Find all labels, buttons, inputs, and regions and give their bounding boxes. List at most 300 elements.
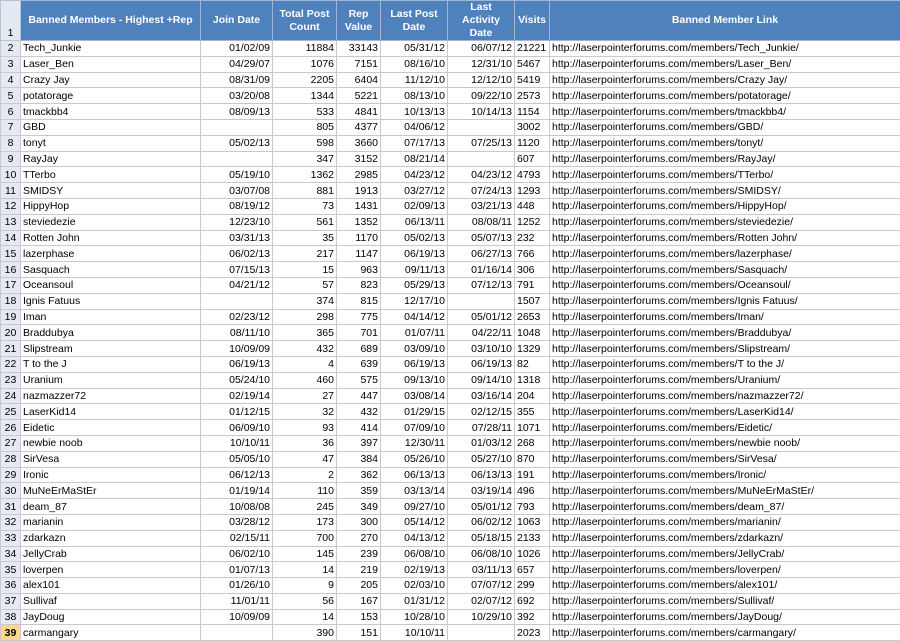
cell-last-post-date[interactable]: 04/13/12: [381, 530, 448, 546]
cell-join-date[interactable]: 02/23/12: [201, 309, 273, 325]
header-last-post-date[interactable]: Last Post Date: [381, 1, 448, 41]
row-number[interactable]: 29: [1, 467, 21, 483]
cell-member-link[interactable]: http://laserpointerforums.com/members/loverpen/: [550, 562, 900, 578]
cell-last-post-date[interactable]: 01/31/12: [381, 593, 448, 609]
cell-last-activity-date[interactable]: 07/25/13: [448, 135, 515, 151]
cell-post-count[interactable]: 9: [273, 578, 337, 594]
cell-join-date[interactable]: 12/23/10: [201, 214, 273, 230]
cell-member-name[interactable]: Braddubya: [21, 325, 201, 341]
cell-member-link[interactable]: http://laserpointerforums.com/members/nazmazzer72/: [550, 388, 900, 404]
cell-rep-value[interactable]: 2985: [337, 167, 381, 183]
cell-member-link[interactable]: http://laserpointerforums.com/members/HippyHop/: [550, 198, 900, 214]
cell-visits[interactable]: 1063: [515, 514, 550, 530]
cell-rep-value[interactable]: 151: [337, 625, 381, 641]
cell-last-activity-date[interactable]: 05/01/12: [448, 499, 515, 515]
cell-member-link[interactable]: http://laserpointerforums.com/members/GBD/: [550, 119, 900, 135]
cell-member-link[interactable]: http://laserpointerforums.com/members/Braddubya/: [550, 325, 900, 341]
cell-member-name[interactable]: Tech_Junkie: [21, 41, 201, 57]
cell-visits[interactable]: 5467: [515, 56, 550, 72]
cell-rep-value[interactable]: 823: [337, 277, 381, 293]
cell-member-link[interactable]: http://laserpointerforums.com/members/SMIDSY/: [550, 183, 900, 199]
cell-visits[interactable]: 793: [515, 499, 550, 515]
cell-join-date[interactable]: 02/15/11: [201, 530, 273, 546]
cell-member-name[interactable]: Oceansoul: [21, 277, 201, 293]
row-number[interactable]: 16: [1, 262, 21, 278]
row-number[interactable]: 22: [1, 356, 21, 372]
cell-visits[interactable]: 3002: [515, 119, 550, 135]
cell-post-count[interactable]: 561: [273, 214, 337, 230]
cell-last-post-date[interactable]: 05/31/12: [381, 41, 448, 57]
cell-last-post-date[interactable]: 05/26/10: [381, 451, 448, 467]
cell-join-date[interactable]: [201, 293, 273, 309]
cell-join-date[interactable]: 01/26/10: [201, 578, 273, 594]
cell-post-count[interactable]: 110: [273, 483, 337, 499]
cell-visits[interactable]: 2653: [515, 309, 550, 325]
cell-post-count[interactable]: 14: [273, 609, 337, 625]
header-total-post-count[interactable]: Total Post Count: [273, 1, 337, 41]
cell-post-count[interactable]: 57: [273, 277, 337, 293]
cell-rep-value[interactable]: 397: [337, 435, 381, 451]
cell-member-name[interactable]: RayJay: [21, 151, 201, 167]
cell-join-date[interactable]: [201, 625, 273, 641]
cell-last-activity-date[interactable]: [448, 293, 515, 309]
cell-visits[interactable]: 1120: [515, 135, 550, 151]
cell-post-count[interactable]: 805: [273, 119, 337, 135]
cell-member-link[interactable]: http://laserpointerforums.com/members/Laser_Ben/: [550, 56, 900, 72]
cell-member-name[interactable]: loverpen: [21, 562, 201, 578]
row-number-header[interactable]: 1: [1, 1, 21, 41]
cell-join-date[interactable]: 08/11/10: [201, 325, 273, 341]
cell-visits[interactable]: 1293: [515, 183, 550, 199]
cell-visits[interactable]: 2573: [515, 88, 550, 104]
cell-visits[interactable]: 657: [515, 562, 550, 578]
cell-last-activity-date[interactable]: 05/18/15: [448, 530, 515, 546]
row-number[interactable]: 5: [1, 88, 21, 104]
row-number[interactable]: 6: [1, 104, 21, 120]
cell-member-link[interactable]: http://laserpointerforums.com/members/potatorage/: [550, 88, 900, 104]
cell-join-date[interactable]: 10/09/09: [201, 609, 273, 625]
cell-last-activity-date[interactable]: 06/07/12: [448, 41, 515, 57]
row-number[interactable]: 37: [1, 593, 21, 609]
cell-last-activity-date[interactable]: 04/22/11: [448, 325, 515, 341]
cell-member-link[interactable]: http://laserpointerforums.com/members/marianin/: [550, 514, 900, 530]
cell-last-activity-date[interactable]: 03/21/13: [448, 198, 515, 214]
cell-member-name[interactable]: Laser_Ben: [21, 56, 201, 72]
cell-last-activity-date[interactable]: [448, 625, 515, 641]
cell-post-count[interactable]: 460: [273, 372, 337, 388]
cell-last-activity-date[interactable]: 07/12/13: [448, 277, 515, 293]
cell-rep-value[interactable]: 432: [337, 404, 381, 420]
cell-rep-value[interactable]: 6404: [337, 72, 381, 88]
cell-post-count[interactable]: 173: [273, 514, 337, 530]
cell-join-date[interactable]: 08/09/13: [201, 104, 273, 120]
cell-join-date[interactable]: 01/12/15: [201, 404, 273, 420]
cell-member-link[interactable]: http://laserpointerforums.com/members/Eidetic/: [550, 420, 900, 436]
cell-join-date[interactable]: 01/07/13: [201, 562, 273, 578]
cell-member-link[interactable]: http://laserpointerforums.com/members/TTerbo/: [550, 167, 900, 183]
cell-member-link[interactable]: http://laserpointerforums.com/members/Sasquach/: [550, 262, 900, 278]
row-number[interactable]: 32: [1, 514, 21, 530]
cell-join-date[interactable]: 03/28/12: [201, 514, 273, 530]
cell-member-name[interactable]: T to the J: [21, 356, 201, 372]
cell-last-activity-date[interactable]: 06/02/12: [448, 514, 515, 530]
cell-last-activity-date[interactable]: [448, 119, 515, 135]
cell-last-activity-date[interactable]: 07/24/13: [448, 183, 515, 199]
cell-visits[interactable]: 870: [515, 451, 550, 467]
row-number[interactable]: 13: [1, 214, 21, 230]
cell-member-name[interactable]: lazerphase: [21, 246, 201, 262]
cell-member-name[interactable]: Ignis Fatuus: [21, 293, 201, 309]
cell-rep-value[interactable]: 5221: [337, 88, 381, 104]
cell-last-activity-date[interactable]: 05/01/12: [448, 309, 515, 325]
cell-last-post-date[interactable]: 03/13/14: [381, 483, 448, 499]
cell-member-name[interactable]: Eidetic: [21, 420, 201, 436]
row-number[interactable]: 12: [1, 198, 21, 214]
row-number[interactable]: 3: [1, 56, 21, 72]
row-number[interactable]: 11: [1, 183, 21, 199]
cell-member-link[interactable]: http://laserpointerforums.com/members/Ironic/: [550, 467, 900, 483]
cell-join-date[interactable]: [201, 119, 273, 135]
row-number[interactable]: 33: [1, 530, 21, 546]
cell-member-name[interactable]: Sasquach: [21, 262, 201, 278]
cell-last-post-date[interactable]: 06/13/11: [381, 214, 448, 230]
cell-post-count[interactable]: 365: [273, 325, 337, 341]
cell-last-activity-date[interactable]: 05/27/10: [448, 451, 515, 467]
cell-member-link[interactable]: http://laserpointerforums.com/members/JayDoug/: [550, 609, 900, 625]
cell-rep-value[interactable]: 1431: [337, 198, 381, 214]
cell-member-name[interactable]: SirVesa: [21, 451, 201, 467]
cell-rep-value[interactable]: 1913: [337, 183, 381, 199]
cell-last-post-date[interactable]: 04/23/12: [381, 167, 448, 183]
cell-last-post-date[interactable]: 06/13/13: [381, 467, 448, 483]
cell-member-link[interactable]: http://laserpointerforums.com/members/Rotten John/: [550, 230, 900, 246]
row-number[interactable]: 31: [1, 499, 21, 515]
cell-join-date[interactable]: 05/19/10: [201, 167, 273, 183]
cell-visits[interactable]: 191: [515, 467, 550, 483]
row-number[interactable]: 34: [1, 546, 21, 562]
cell-member-link[interactable]: http://laserpointerforums.com/members/RayJay/: [550, 151, 900, 167]
cell-join-date[interactable]: 01/02/09: [201, 41, 273, 57]
cell-join-date[interactable]: [201, 151, 273, 167]
cell-member-link[interactable]: http://laserpointerforums.com/members/MuNeErMaStEr/: [550, 483, 900, 499]
row-number[interactable]: 18: [1, 293, 21, 309]
cell-visits[interactable]: 496: [515, 483, 550, 499]
cell-post-count[interactable]: 700: [273, 530, 337, 546]
cell-post-count[interactable]: 1344: [273, 88, 337, 104]
cell-post-count[interactable]: 533: [273, 104, 337, 120]
cell-last-post-date[interactable]: 07/17/13: [381, 135, 448, 151]
cell-post-count[interactable]: 11884: [273, 41, 337, 57]
cell-member-name[interactable]: newbie noob: [21, 435, 201, 451]
cell-rep-value[interactable]: 1352: [337, 214, 381, 230]
cell-post-count[interactable]: 4: [273, 356, 337, 372]
cell-last-activity-date[interactable]: 06/19/13: [448, 356, 515, 372]
cell-member-name[interactable]: TTerbo: [21, 167, 201, 183]
cell-rep-value[interactable]: 33143: [337, 41, 381, 57]
row-number[interactable]: 21: [1, 341, 21, 357]
cell-visits[interactable]: 448: [515, 198, 550, 214]
cell-post-count[interactable]: 27: [273, 388, 337, 404]
cell-rep-value[interactable]: 4841: [337, 104, 381, 120]
cell-rep-value[interactable]: 205: [337, 578, 381, 594]
cell-join-date[interactable]: 11/01/11: [201, 593, 273, 609]
cell-join-date[interactable]: 08/19/12: [201, 198, 273, 214]
cell-member-link[interactable]: http://laserpointerforums.com/members/newbie noob/: [550, 435, 900, 451]
cell-member-name[interactable]: Crazy Jay: [21, 72, 201, 88]
cell-rep-value[interactable]: 7151: [337, 56, 381, 72]
cell-last-post-date[interactable]: 11/12/10: [381, 72, 448, 88]
cell-member-name[interactable]: Rotten John: [21, 230, 201, 246]
cell-member-link[interactable]: http://laserpointerforums.com/members/Tech_Junkie/: [550, 41, 900, 57]
cell-member-link[interactable]: http://laserpointerforums.com/members/Crazy Jay/: [550, 72, 900, 88]
cell-visits[interactable]: 1252: [515, 214, 550, 230]
cell-visits[interactable]: 1071: [515, 420, 550, 436]
cell-join-date[interactable]: 01/19/14: [201, 483, 273, 499]
cell-member-link[interactable]: http://laserpointerforums.com/members/steviedezie/: [550, 214, 900, 230]
cell-last-activity-date[interactable]: 12/12/10: [448, 72, 515, 88]
row-number[interactable]: 28: [1, 451, 21, 467]
cell-rep-value[interactable]: 689: [337, 341, 381, 357]
cell-visits[interactable]: 1318: [515, 372, 550, 388]
cell-visits[interactable]: 2133: [515, 530, 550, 546]
cell-visits[interactable]: 1154: [515, 104, 550, 120]
row-number[interactable]: 15: [1, 246, 21, 262]
cell-visits[interactable]: 232: [515, 230, 550, 246]
cell-post-count[interactable]: 15: [273, 262, 337, 278]
cell-visits[interactable]: 5419: [515, 72, 550, 88]
cell-last-post-date[interactable]: 09/13/10: [381, 372, 448, 388]
cell-rep-value[interactable]: 384: [337, 451, 381, 467]
cell-last-post-date[interactable]: 02/03/10: [381, 578, 448, 594]
cell-rep-value[interactable]: 300: [337, 514, 381, 530]
cell-member-link[interactable]: http://laserpointerforums.com/members/alex101/: [550, 578, 900, 594]
cell-member-name[interactable]: nazmazzer72: [21, 388, 201, 404]
cell-join-date[interactable]: 06/19/13: [201, 356, 273, 372]
cell-member-name[interactable]: MuNeErMaStEr: [21, 483, 201, 499]
cell-member-name[interactable]: JellyCrab: [21, 546, 201, 562]
cell-join-date[interactable]: 06/12/13: [201, 467, 273, 483]
cell-member-name[interactable]: Uranium: [21, 372, 201, 388]
cell-post-count[interactable]: 432: [273, 341, 337, 357]
cell-post-count[interactable]: 35: [273, 230, 337, 246]
row-number[interactable]: 10: [1, 167, 21, 183]
cell-last-activity-date[interactable]: 03/16/14: [448, 388, 515, 404]
cell-last-activity-date[interactable]: 08/08/11: [448, 214, 515, 230]
header-member-link[interactable]: Banned Member Link: [550, 1, 900, 41]
cell-join-date[interactable]: 04/29/07: [201, 56, 273, 72]
cell-join-date[interactable]: 06/02/13: [201, 246, 273, 262]
cell-rep-value[interactable]: 4377: [337, 119, 381, 135]
cell-last-post-date[interactable]: 02/09/13: [381, 198, 448, 214]
cell-last-activity-date[interactable]: 01/03/12: [448, 435, 515, 451]
cell-last-activity-date[interactable]: 09/14/10: [448, 372, 515, 388]
cell-member-name[interactable]: marianin: [21, 514, 201, 530]
row-number[interactable]: 17: [1, 277, 21, 293]
cell-rep-value[interactable]: 775: [337, 309, 381, 325]
cell-last-post-date[interactable]: 01/29/15: [381, 404, 448, 420]
cell-member-name[interactable]: alex101: [21, 578, 201, 594]
cell-rep-value[interactable]: 1170: [337, 230, 381, 246]
cell-join-date[interactable]: 04/21/12: [201, 277, 273, 293]
cell-post-count[interactable]: 1362: [273, 167, 337, 183]
cell-last-post-date[interactable]: 10/28/10: [381, 609, 448, 625]
header-visits[interactable]: Visits: [515, 1, 550, 41]
cell-member-link[interactable]: http://laserpointerforums.com/members/Uranium/: [550, 372, 900, 388]
cell-join-date[interactable]: 03/07/08: [201, 183, 273, 199]
row-number[interactable]: 35: [1, 562, 21, 578]
cell-rep-value[interactable]: 219: [337, 562, 381, 578]
cell-post-count[interactable]: 14: [273, 562, 337, 578]
cell-visits[interactable]: 392: [515, 609, 550, 625]
cell-visits[interactable]: 1026: [515, 546, 550, 562]
row-number[interactable]: 27: [1, 435, 21, 451]
cell-visits[interactable]: 1329: [515, 341, 550, 357]
cell-member-name[interactable]: carmangary: [21, 625, 201, 641]
cell-member-link[interactable]: http://laserpointerforums.com/members/lazerphase/: [550, 246, 900, 262]
cell-visits[interactable]: 82: [515, 356, 550, 372]
cell-join-date[interactable]: 06/09/10: [201, 420, 273, 436]
cell-last-activity-date[interactable]: 07/07/12: [448, 578, 515, 594]
cell-last-activity-date[interactable]: [448, 151, 515, 167]
cell-member-link[interactable]: http://laserpointerforums.com/members/Ignis Fatuus/: [550, 293, 900, 309]
cell-rep-value[interactable]: 239: [337, 546, 381, 562]
cell-member-name[interactable]: Slipstream: [21, 341, 201, 357]
cell-last-activity-date[interactable]: 10/29/10: [448, 609, 515, 625]
cell-visits[interactable]: 268: [515, 435, 550, 451]
cell-last-activity-date[interactable]: 09/22/10: [448, 88, 515, 104]
cell-rep-value[interactable]: 349: [337, 499, 381, 515]
cell-join-date[interactable]: 05/24/10: [201, 372, 273, 388]
cell-last-activity-date[interactable]: 10/14/13: [448, 104, 515, 120]
cell-last-activity-date[interactable]: 02/07/12: [448, 593, 515, 609]
cell-rep-value[interactable]: 815: [337, 293, 381, 309]
cell-member-link[interactable]: http://laserpointerforums.com/members/carmangary/: [550, 625, 900, 641]
cell-member-link[interactable]: http://laserpointerforums.com/members/zdarkazn/: [550, 530, 900, 546]
cell-last-post-date[interactable]: 08/21/14: [381, 151, 448, 167]
cell-member-name[interactable]: Sullivaf: [21, 593, 201, 609]
row-number[interactable]: 38: [1, 609, 21, 625]
header-banned-members[interactable]: Banned Members - Highest +Rep: [21, 1, 201, 41]
cell-visits[interactable]: 1048: [515, 325, 550, 341]
cell-rep-value[interactable]: 153: [337, 609, 381, 625]
cell-rep-value[interactable]: 362: [337, 467, 381, 483]
row-number[interactable]: 36: [1, 578, 21, 594]
cell-post-count[interactable]: 390: [273, 625, 337, 641]
row-number[interactable]: 2: [1, 41, 21, 57]
cell-member-link[interactable]: http://laserpointerforums.com/members/SirVesa/: [550, 451, 900, 467]
row-number[interactable]: 26: [1, 420, 21, 436]
cell-post-count[interactable]: 73: [273, 198, 337, 214]
cell-post-count[interactable]: 881: [273, 183, 337, 199]
cell-post-count[interactable]: 36: [273, 435, 337, 451]
cell-last-activity-date[interactable]: 06/13/13: [448, 467, 515, 483]
cell-join-date[interactable]: 07/15/13: [201, 262, 273, 278]
cell-last-activity-date[interactable]: 03/11/13: [448, 562, 515, 578]
cell-last-activity-date[interactable]: 12/31/10: [448, 56, 515, 72]
cell-post-count[interactable]: 2205: [273, 72, 337, 88]
cell-post-count[interactable]: 2: [273, 467, 337, 483]
cell-member-name[interactable]: LaserKid14: [21, 404, 201, 420]
cell-rep-value[interactable]: 167: [337, 593, 381, 609]
cell-member-name[interactable]: JayDoug: [21, 609, 201, 625]
cell-join-date[interactable]: 03/31/13: [201, 230, 273, 246]
cell-join-date[interactable]: 10/08/08: [201, 499, 273, 515]
cell-rep-value[interactable]: 575: [337, 372, 381, 388]
cell-last-post-date[interactable]: 03/27/12: [381, 183, 448, 199]
cell-last-post-date[interactable]: 05/02/13: [381, 230, 448, 246]
cell-member-name[interactable]: GBD: [21, 119, 201, 135]
cell-post-count[interactable]: 145: [273, 546, 337, 562]
cell-last-activity-date[interactable]: 03/19/14: [448, 483, 515, 499]
header-rep-value[interactable]: Rep Value: [337, 1, 381, 41]
cell-member-name[interactable]: Ironic: [21, 467, 201, 483]
row-number[interactable]: 8: [1, 135, 21, 151]
cell-member-link[interactable]: http://laserpointerforums.com/members/Iman/: [550, 309, 900, 325]
cell-last-post-date[interactable]: 05/14/12: [381, 514, 448, 530]
cell-last-post-date[interactable]: 06/19/13: [381, 246, 448, 262]
cell-rep-value[interactable]: 3152: [337, 151, 381, 167]
cell-member-name[interactable]: potatorage: [21, 88, 201, 104]
cell-post-count[interactable]: 347: [273, 151, 337, 167]
cell-join-date[interactable]: 05/02/13: [201, 135, 273, 151]
cell-join-date[interactable]: 05/05/10: [201, 451, 273, 467]
cell-member-link[interactable]: http://laserpointerforums.com/members/LaserKid14/: [550, 404, 900, 420]
cell-visits[interactable]: 21221: [515, 41, 550, 57]
cell-rep-value[interactable]: 3660: [337, 135, 381, 151]
cell-last-activity-date[interactable]: 01/16/14: [448, 262, 515, 278]
cell-last-post-date[interactable]: 06/08/10: [381, 546, 448, 562]
cell-member-link[interactable]: http://laserpointerforums.com/members/Sullivaf/: [550, 593, 900, 609]
cell-member-name[interactable]: steviedezie: [21, 214, 201, 230]
cell-post-count[interactable]: 217: [273, 246, 337, 262]
cell-visits[interactable]: 766: [515, 246, 550, 262]
cell-visits[interactable]: 306: [515, 262, 550, 278]
row-number[interactable]: 39: [1, 625, 21, 641]
cell-last-post-date[interactable]: 10/13/13: [381, 104, 448, 120]
cell-last-activity-date[interactable]: 06/08/10: [448, 546, 515, 562]
cell-last-post-date[interactable]: 10/10/11: [381, 625, 448, 641]
row-number[interactable]: 23: [1, 372, 21, 388]
cell-last-post-date[interactable]: 05/29/13: [381, 277, 448, 293]
cell-join-date[interactable]: 10/09/09: [201, 341, 273, 357]
cell-member-link[interactable]: http://laserpointerforums.com/members/Oceansoul/: [550, 277, 900, 293]
cell-last-activity-date[interactable]: 07/28/11: [448, 420, 515, 436]
cell-member-name[interactable]: tmackbb4: [21, 104, 201, 120]
cell-visits[interactable]: 204: [515, 388, 550, 404]
cell-last-activity-date[interactable]: 03/10/10: [448, 341, 515, 357]
cell-join-date[interactable]: 08/31/09: [201, 72, 273, 88]
cell-rep-value[interactable]: 1147: [337, 246, 381, 262]
cell-post-count[interactable]: 598: [273, 135, 337, 151]
cell-visits[interactable]: 1507: [515, 293, 550, 309]
cell-rep-value[interactable]: 270: [337, 530, 381, 546]
row-number[interactable]: 14: [1, 230, 21, 246]
cell-last-post-date[interactable]: 12/17/10: [381, 293, 448, 309]
cell-join-date[interactable]: 02/19/14: [201, 388, 273, 404]
cell-member-name[interactable]: SMIDSY: [21, 183, 201, 199]
cell-last-post-date[interactable]: 02/19/13: [381, 562, 448, 578]
cell-member-name[interactable]: Iman: [21, 309, 201, 325]
row-number[interactable]: 25: [1, 404, 21, 420]
cell-rep-value[interactable]: 963: [337, 262, 381, 278]
cell-last-post-date[interactable]: 08/13/10: [381, 88, 448, 104]
cell-member-link[interactable]: http://laserpointerforums.com/members/T to the J/: [550, 356, 900, 372]
cell-last-post-date[interactable]: 08/16/10: [381, 56, 448, 72]
cell-post-count[interactable]: 93: [273, 420, 337, 436]
cell-last-post-date[interactable]: 09/11/13: [381, 262, 448, 278]
cell-member-link[interactable]: http://laserpointerforums.com/members/JellyCrab/: [550, 546, 900, 562]
cell-last-post-date[interactable]: 03/09/10: [381, 341, 448, 357]
